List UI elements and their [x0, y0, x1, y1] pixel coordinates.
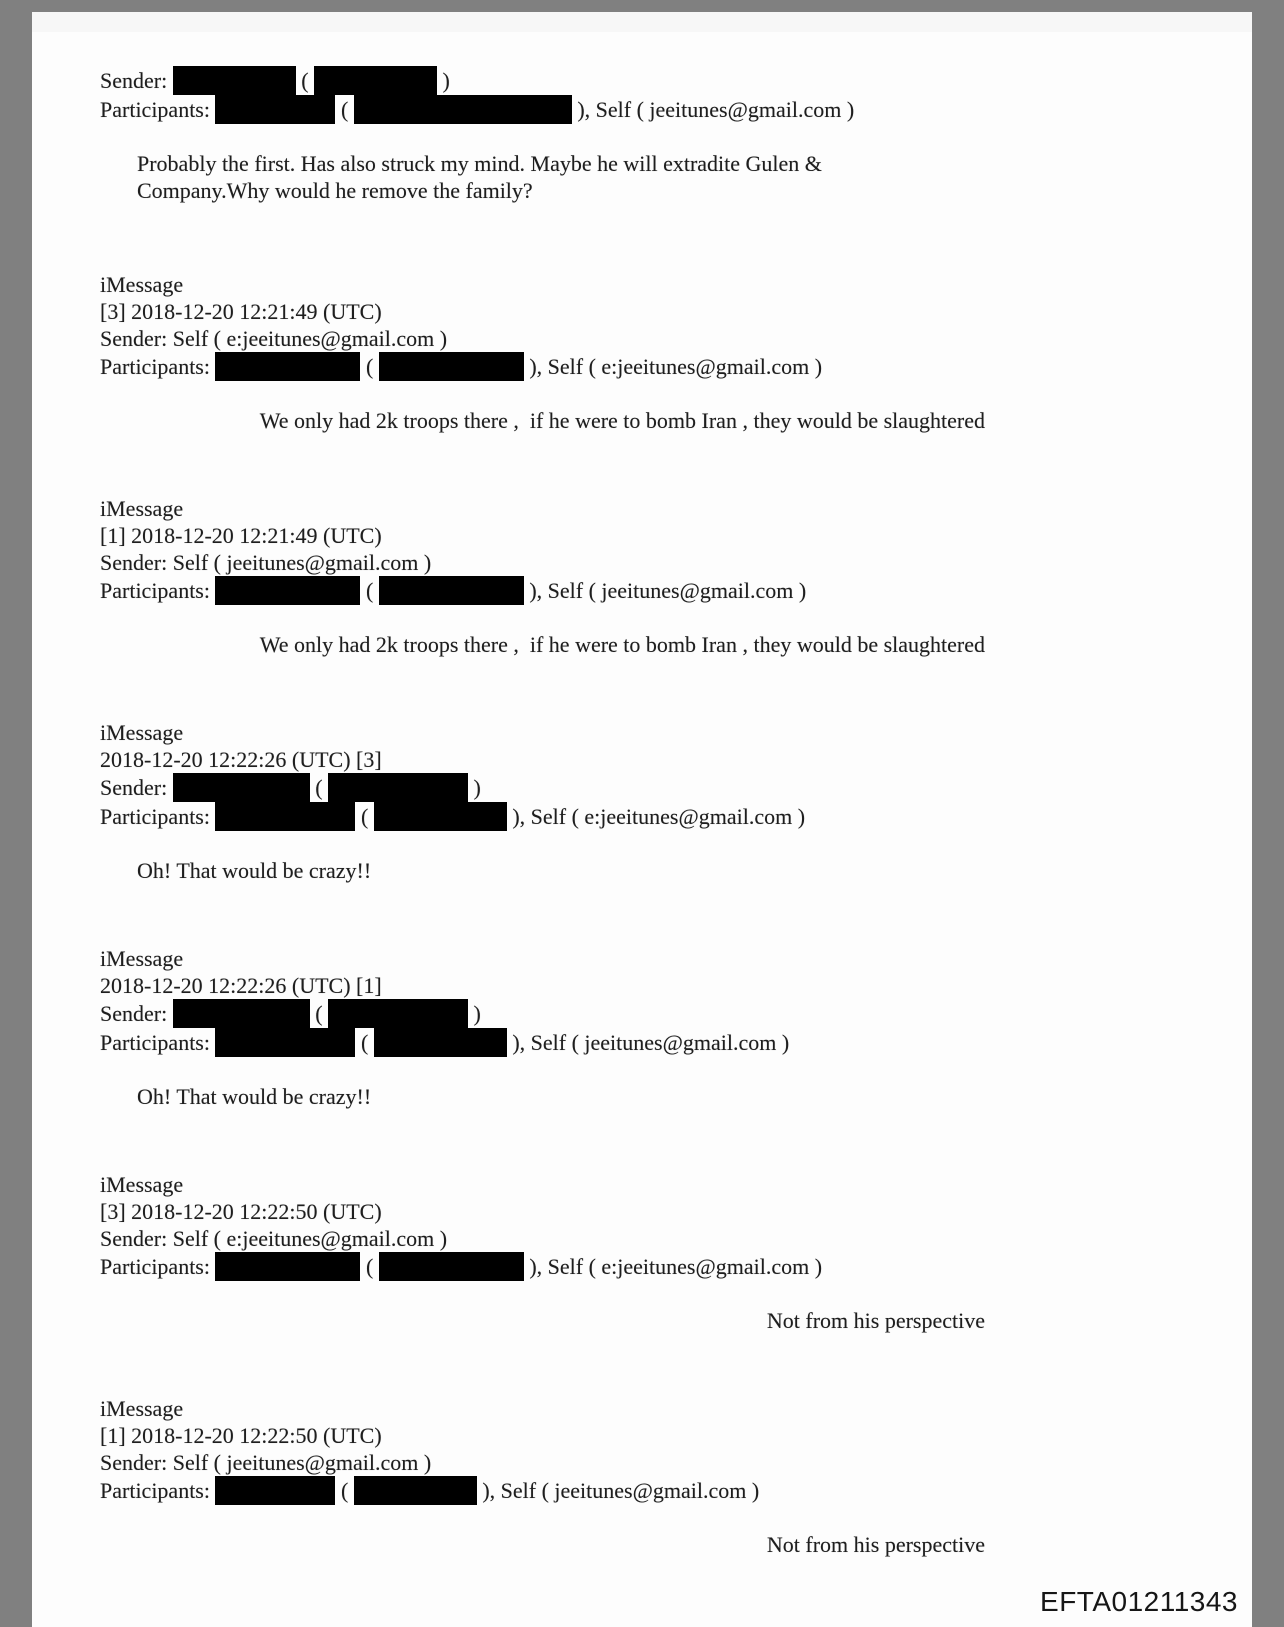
service-line	[100, 1171, 1252, 1198]
header-text: )	[468, 1001, 481, 1026]
message-line: Not from his perspective	[766, 1532, 985, 1557]
timestamp-line	[100, 1422, 1252, 1449]
header-text: ), Self ( e:jeeitunes@gmail.com )	[523, 1254, 823, 1279]
header-text: [1] 2018-12-20 12:21:49 (UTC)	[100, 523, 382, 548]
sender-line	[100, 66, 1252, 95]
sender-line	[100, 1449, 1252, 1476]
message-text	[100, 1083, 1022, 1110]
service-line	[100, 1395, 1252, 1422]
header-text: (	[360, 578, 379, 603]
message-line: We only had 2k troops there , if he were to bomb Iran , they would be slaughtered	[259, 408, 985, 433]
message-line: Company.Why would he remove the family?	[137, 178, 533, 203]
header-text: iMessage	[100, 720, 184, 745]
timestamp-line	[100, 298, 1252, 325]
participants-line	[100, 1028, 1252, 1057]
message-block	[100, 945, 1252, 1110]
timestamp-line	[100, 972, 1252, 999]
header-text: Participants:	[100, 1030, 216, 1055]
participants-line	[100, 352, 1252, 381]
header-text: iMessage	[100, 496, 184, 521]
message-block	[100, 495, 1252, 658]
header-text: ), Self ( jeeitunes@gmail.com )	[506, 1030, 790, 1055]
redaction-bar	[215, 1476, 335, 1505]
message-block	[100, 271, 1252, 434]
header-text: (	[355, 804, 374, 829]
redaction-bar	[215, 352, 360, 381]
header-text: 2018-12-20 12:22:26 (UTC) [3]	[100, 747, 382, 772]
service-line	[100, 271, 1252, 298]
sender-line	[100, 549, 1252, 576]
header-text: [3] 2018-12-20 12:22:50 (UTC)	[100, 1199, 382, 1224]
message-block	[100, 1395, 1252, 1558]
header-text: Participants:	[100, 1254, 216, 1279]
redaction-bar	[215, 1028, 355, 1057]
redaction-bar	[374, 802, 507, 831]
service-line	[100, 495, 1252, 522]
timestamp-line	[100, 1198, 1252, 1225]
message-line: Probably the first. Has also struck my mind. Maybe he will extradite Gulen &	[137, 151, 822, 176]
redaction-bar	[173, 773, 310, 802]
message-text	[100, 857, 1022, 884]
header-text: Sender:	[100, 1001, 173, 1026]
header-text: iMessage	[100, 1396, 184, 1421]
header-text: Sender: Self ( e:jeeitunes@gmail.com )	[100, 1226, 448, 1251]
service-line	[100, 945, 1252, 972]
message-text	[100, 150, 1022, 204]
header-text: (	[295, 68, 315, 93]
viewer-border-right	[1252, 0, 1284, 1627]
header-text: Participants:	[100, 804, 216, 829]
participants-line	[100, 1252, 1252, 1281]
message-text	[100, 407, 985, 434]
header-text: Sender: Self ( jeeitunes@gmail.com )	[100, 1450, 432, 1475]
message-block	[100, 719, 1252, 884]
message-line: Not from his perspective	[766, 1308, 985, 1333]
header-text: Participants:	[100, 578, 216, 603]
message-text	[100, 1307, 985, 1334]
header-text: Participants:	[100, 97, 216, 122]
redaction-bar	[379, 1252, 524, 1281]
header-text: ), Self ( e:jeeitunes@gmail.com )	[523, 354, 823, 379]
header-text: (	[360, 1254, 379, 1279]
participants-line	[100, 576, 1252, 605]
message-line: Oh! That would be crazy!!	[137, 1084, 372, 1109]
conversation	[100, 66, 1252, 1619]
redaction-bar	[173, 66, 296, 95]
redaction-bar	[354, 1476, 477, 1505]
sender-line	[100, 999, 1252, 1028]
message-line: We only had 2k troops there , if he were to bomb Iran , they would be slaughtered	[259, 632, 985, 657]
message-line: Oh! That would be crazy!!	[137, 858, 372, 883]
header-text: (	[309, 1001, 329, 1026]
header-text: [3] 2018-12-20 12:21:49 (UTC)	[100, 299, 382, 324]
header-text: Sender:	[100, 775, 173, 800]
redaction-bar	[314, 66, 437, 95]
header-text: (	[360, 354, 379, 379]
header-text: iMessage	[100, 946, 184, 971]
header-text: ), Self ( e:jeeitunes@gmail.com )	[506, 804, 806, 829]
redaction-bar	[173, 999, 310, 1028]
header-text: (	[335, 1478, 354, 1503]
redaction-bar	[215, 802, 355, 831]
header-text: (	[355, 1030, 374, 1055]
redaction-bar	[374, 1028, 507, 1057]
message-text	[100, 1531, 985, 1558]
sender-line	[100, 1225, 1252, 1252]
bates-number: EFTA01211343	[1040, 1586, 1238, 1617]
message-text	[100, 631, 985, 658]
redaction-bar	[379, 352, 524, 381]
header-text: Participants:	[100, 1478, 216, 1503]
header-text: iMessage	[100, 1172, 184, 1197]
redaction-bar	[215, 1252, 360, 1281]
header-text: Sender:	[100, 68, 173, 93]
header-text: iMessage	[100, 272, 184, 297]
participants-line	[100, 802, 1252, 831]
header-text: Sender: Self ( jeeitunes@gmail.com )	[100, 550, 432, 575]
header-text: ), Self ( jeeitunes@gmail.com )	[571, 97, 855, 122]
redaction-bar	[354, 95, 572, 124]
header-text: )	[468, 775, 481, 800]
sender-line	[100, 325, 1252, 352]
timestamp-line	[100, 746, 1252, 773]
redaction-bar	[215, 576, 360, 605]
redaction-bar	[328, 773, 468, 802]
message-block	[100, 1171, 1252, 1334]
header-text: (	[309, 775, 329, 800]
redaction-bar	[215, 95, 335, 124]
header-text: Sender: Self ( e:jeeitunes@gmail.com )	[100, 326, 448, 351]
sender-line	[100, 773, 1252, 802]
header-text: [1] 2018-12-20 12:22:50 (UTC)	[100, 1423, 382, 1448]
service-line	[100, 719, 1252, 746]
scan-edge-band	[32, 12, 1252, 32]
viewer-border-left	[0, 0, 32, 1627]
header-text: Participants:	[100, 354, 216, 379]
participants-line	[100, 1476, 1252, 1505]
participants-line	[100, 95, 1252, 124]
header-text: )	[437, 68, 450, 93]
header-text: (	[335, 97, 354, 122]
timestamp-line	[100, 522, 1252, 549]
header-text: 2018-12-20 12:22:26 (UTC) [1]	[100, 973, 382, 998]
header-text: ), Self ( jeeitunes@gmail.com )	[523, 578, 807, 603]
header-text: ), Self ( jeeitunes@gmail.com )	[476, 1478, 760, 1503]
viewer-border-top	[0, 0, 1284, 12]
message-block	[100, 66, 1252, 204]
redaction-bar	[379, 576, 524, 605]
redaction-bar	[328, 999, 468, 1028]
